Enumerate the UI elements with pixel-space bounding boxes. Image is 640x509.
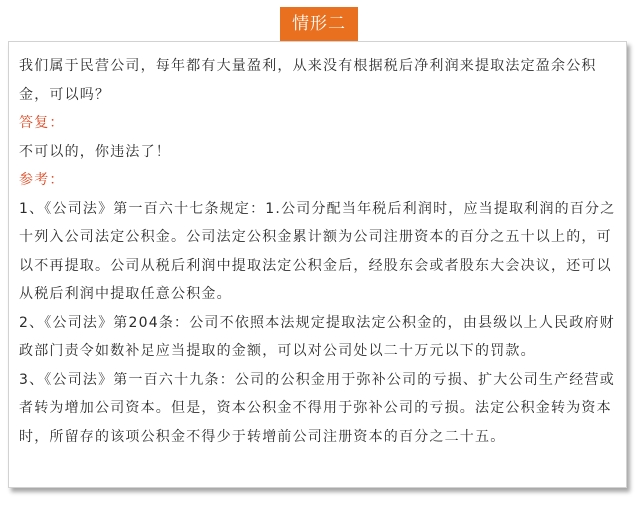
reply-text: 不可以的，你违法了！	[19, 143, 171, 160]
section-title-badge: 情形二	[280, 7, 358, 42]
question-text: 我们属于民营公司，每年都有大量盈利，从来没有根据税后净利润来提取法定盈余公积金，可以吗？	[19, 58, 597, 103]
qa-content	[19, 52, 619, 451]
reply-label: 答复：	[19, 115, 65, 131]
qa-card	[8, 41, 627, 488]
reference-item-3: 3、《公司法》第一百六十九条：公司的公积金用于弥补公司的亏损、扩大公司生产经营或者转为增加公司资本。但是，资本公积金不得用于弥补公司的亏损。法定公积金转为资本时，所留存的该项公积金不得少于转增前公司注册资本的百分之二十五。	[19, 371, 615, 445]
reference-label: 参考：	[19, 172, 65, 188]
reference-item-1: 1、《公司法》第一百六十七条规定：1.公司分配当年税后利润时，应当提取利润的百分之十列入公司法定公积金。公司法定公积金累计额为公司注册资本的百分之五十以上的，可以不再提取。公司从税后利润中提取法定公积金后，经股东会或者股东大会决议，还可以从税后利润中提取任意公积金。	[19, 200, 616, 302]
reference-item-2: 2、《公司法》第204条：公司不依照本法规定提取法定公积金的，由县级以上人民政府财政部门责令如数补足应当提取的金额，可以对公司处以二十万元以下的罚款。	[19, 314, 615, 359]
